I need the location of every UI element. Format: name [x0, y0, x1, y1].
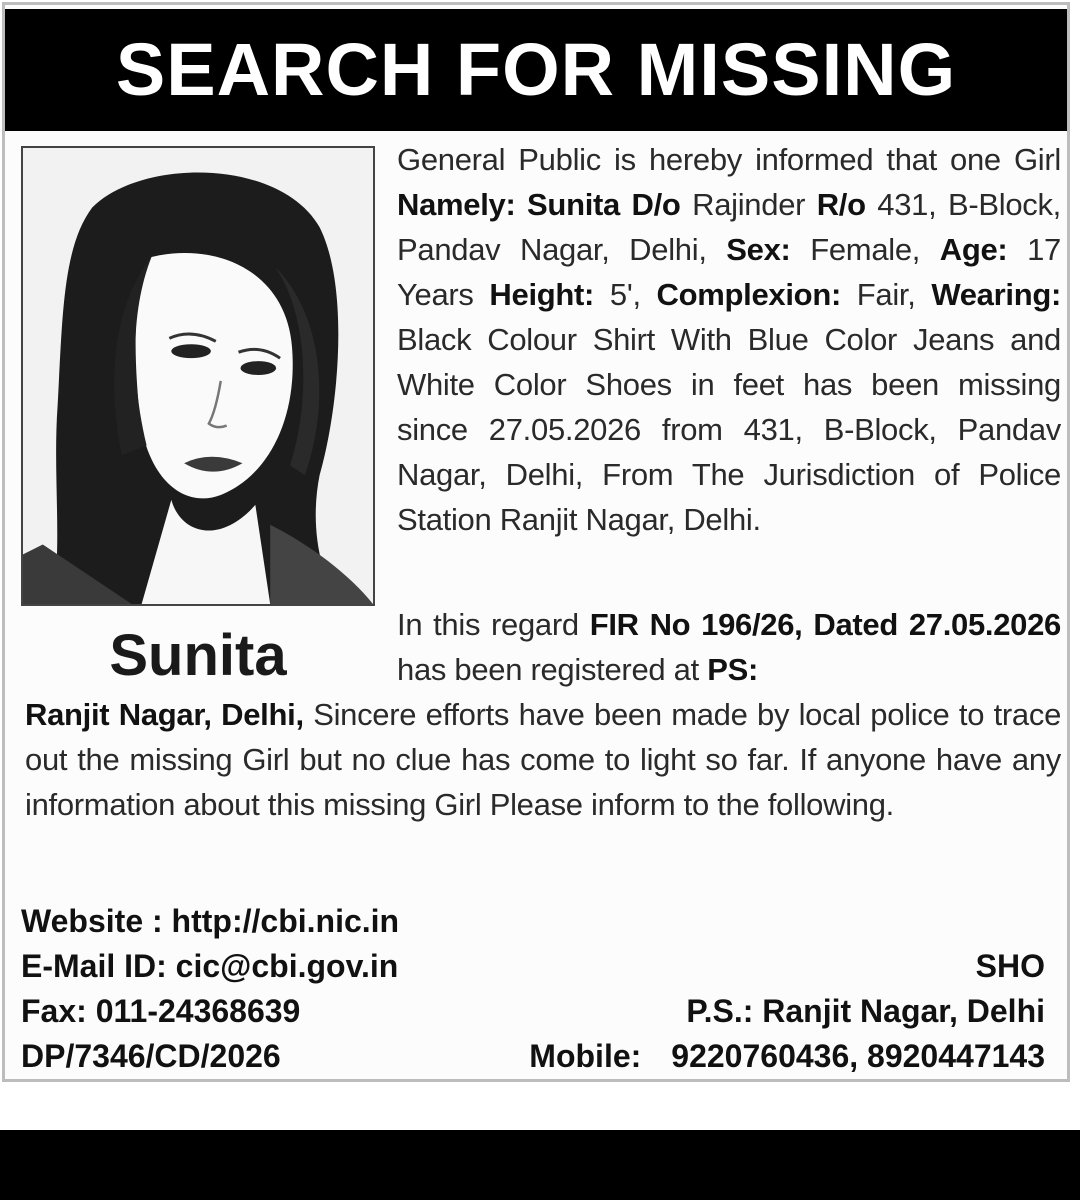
description-bold: Wearing:	[931, 277, 1061, 312]
email-line: E-Mail ID: cic@cbi.gov.in	[21, 948, 399, 984]
description-text: Female,	[790, 232, 940, 267]
sho-mobile-line	[529, 1034, 1045, 1079]
missing-person-name: Sunita	[109, 623, 287, 688]
appeal-text: Sincere efforts have been made by local police to trace out the missing Girl but no clue has come to light so far. If anyone have any information about this missing Girl Please inform to the following.	[25, 697, 1062, 822]
website-line: Website : http://cbi.nic.in	[21, 903, 400, 939]
fir-text: In this regard	[397, 607, 590, 642]
mobile-label: Mobile:	[529, 1038, 642, 1074]
description-bold: Sex:	[726, 232, 791, 267]
description-bold: Height:	[489, 277, 595, 312]
fir-text: has been registered at	[397, 652, 708, 687]
description-text: Rajinder	[680, 187, 817, 222]
description-text: 431, B-Block, Pandav Nagar, Delhi,	[397, 187, 1061, 267]
sho-contact	[529, 944, 1045, 1079]
missing-person-notice	[2, 2, 1070, 1082]
bottom-black-bar	[0, 1130, 1080, 1200]
fir-number: FIR No 196/26, Dated 27.05.2026	[589, 607, 1061, 642]
mobile-numbers: 9220760436, 8920447143	[671, 1038, 1045, 1074]
description-bold: Complexion:	[656, 277, 841, 312]
notice-title: SEARCH FOR MISSING	[5, 9, 1067, 131]
portrait-illustration	[23, 148, 373, 604]
description-bold: Age:	[939, 232, 1008, 267]
description-text: Fair,	[840, 277, 932, 312]
sho-title: SHO	[975, 948, 1045, 984]
fir-bold: PS:	[707, 652, 758, 687]
contact-info	[21, 899, 399, 1079]
fir-paragraph-start	[397, 602, 1061, 692]
description-text: General Public is hereby informed that one Girl	[397, 142, 1061, 177]
police-station-name: Ranjit Nagar, Delhi,	[25, 697, 304, 732]
description-bold: Namely: Sunita D/o	[397, 187, 681, 222]
fir-paragraph-continued	[25, 692, 1061, 827]
description-text: 5',	[594, 277, 657, 312]
fax-line: Fax: 011-24368639	[21, 993, 301, 1029]
description-text: Black Colour Shirt With Blue Color Jeans and White Color Shoes in feet has been missing since 27.05.2026 from 431, B-Block, Pandav Nagar, Delhi, From The Jurisdiction of Police Station Ranjit Nagar, Delhi.	[397, 322, 1061, 537]
description-paragraph	[397, 137, 1061, 542]
description-bold: R/o	[816, 187, 866, 222]
reference-number: DP/7346/CD/2026	[21, 1038, 281, 1074]
missing-person-photo	[21, 146, 375, 606]
description-text: 17 Years	[397, 232, 1061, 312]
sho-station: P.S.: Ranjit Nagar, Delhi	[686, 993, 1045, 1029]
